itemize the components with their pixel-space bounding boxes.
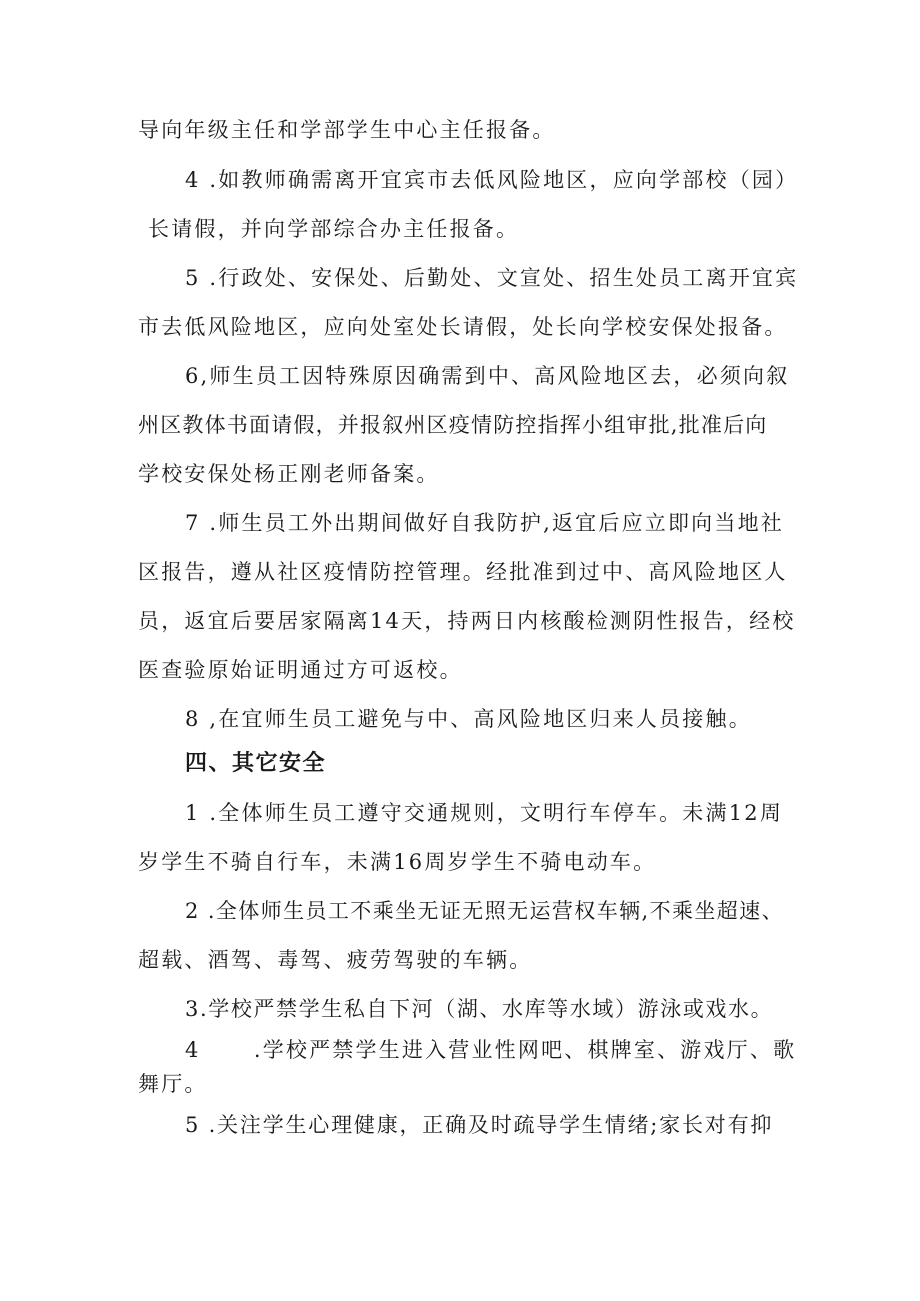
text-line: 5 .行政处、安保处、后勤处、文宣处、招生处员工离开宜宾 (185, 266, 799, 290)
text-line: 岁学生不骑自行车，未满16周岁学生不骑电动车。 (138, 850, 657, 874)
text-line: 8 ,在宜师生员工避免与中、高风险地区归来人员接触。 (185, 707, 752, 731)
text-line: 导向年级主任和学部学生中心主任报备。 (138, 118, 556, 142)
text-line: 学校安保处杨正刚老师备案。 (138, 462, 440, 486)
text-line: 5 .关注学生心理健康，正确及时疏导学生情绪;家长对有抑 (185, 1113, 774, 1137)
text-line: 4 .如教师确需离开宜宾市去低风险地区，应向学部校（园） (185, 168, 799, 192)
text-line: 2 .全体师生员工不乘坐无证无照无运营权车辆,不乘坐超速、 (185, 899, 784, 923)
text-line: 7 .师生员工外出期间做好自我防护,返宜后应立即向当地社 (185, 511, 784, 535)
text-line: 员，返宜后要居家隔离14天，持两日内核酸检测阴性报告，经校 (138, 609, 796, 633)
text-line: 州区教体书面请假，并报叙州区疫情防控指挥小组审批,批准后向 (138, 413, 768, 437)
text-line: 区报告，遵从社区疫情防控管理。经批准到过中、高风险地区人 (138, 560, 788, 584)
text-line: 6,师生员工因特殊原因确需到中、高风险地区去，必须向叙 (185, 364, 790, 388)
text-line: 长请假，并向学部综合办主任报备。 (148, 217, 520, 241)
text-line: 舞厅。 (138, 1072, 208, 1096)
text-line: 3.学校严禁学生私自下河（湖、水库等水域）游泳或戏水。 (185, 997, 774, 1021)
text-line: 市去低风险地区，应向处室处长请假，处长向学校安保处报备。 (138, 315, 788, 339)
text-line: 4 .学校严禁学生进入营业性网吧、棋牌室、游戏厅、歌 (185, 1038, 797, 1062)
text-line: 1 .全体师生员工遵守交通规则，文明行车停车。未满12周 (185, 801, 784, 825)
text-line: 超载、酒驾、毒驾、疲劳驾驶的车辆。 (138, 948, 533, 972)
text-line: 医查验原始证明通过方可返校。 (138, 658, 463, 682)
section-heading: 四、其它安全 (185, 751, 327, 776)
